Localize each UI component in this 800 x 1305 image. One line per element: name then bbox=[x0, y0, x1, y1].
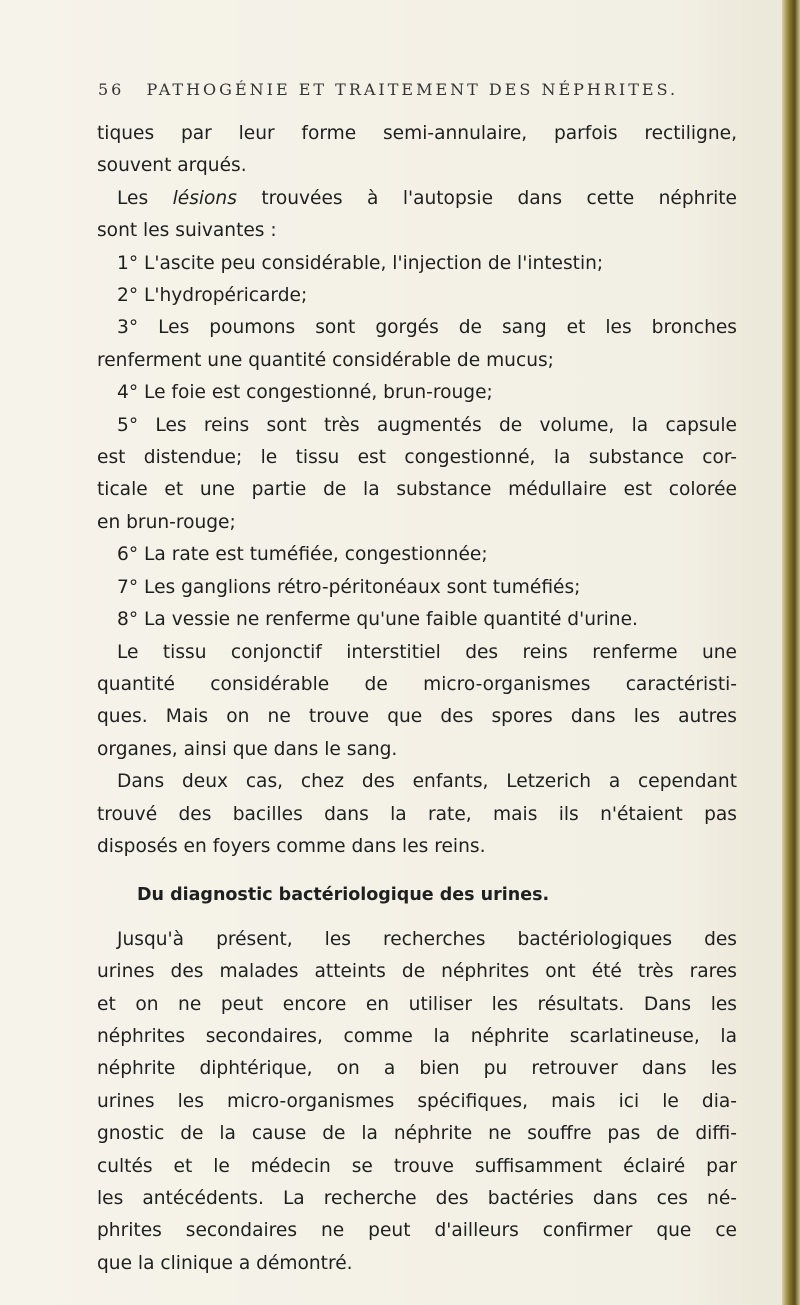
text-line: en brun-rouge; bbox=[97, 511, 236, 533]
text-line: souvent arqués. bbox=[97, 155, 247, 177]
running-title: PATHOGÉNIE ET TRAITEMENT DES NÉPHRITES. bbox=[146, 80, 679, 99]
list-item: 4° Le foie est congestionné, brun-rouge; bbox=[117, 382, 493, 404]
text-line: néphrites secondaires, comme la néphrite scarlatineuse, la bbox=[97, 1025, 737, 1047]
text-line: est distendue; le tissu est congestionné, la substance cor- bbox=[97, 447, 737, 469]
text-line: les antécédents. La recherche des bactéries dans ces né- bbox=[97, 1188, 737, 1209]
list-item: 1° L'ascite peu considérable, l'injection de l'intestin; bbox=[117, 252, 604, 274]
list-item: 8° La vessie ne renferme qu'une faible quantité d'urine. bbox=[117, 609, 638, 631]
text-line: organes, ainsi que dans le sang. bbox=[97, 738, 398, 760]
list-item: 2° L'hydropéricarde; bbox=[117, 285, 308, 307]
text-line: et on ne peut encore en utiliser les résultats. Dans les bbox=[97, 993, 737, 1015]
list-item: 3° Les poumons sont gorgés de sang et les bronches bbox=[117, 317, 737, 339]
text-line: ques. Mais on ne trouve que des spores dans les autres bbox=[97, 706, 737, 728]
text-line: quantité considérable de micro-organismes caractéristi- bbox=[97, 673, 737, 695]
text-line: trouvé des bacilles dans la rate, mais ils n'étaient pas bbox=[97, 803, 737, 825]
list-item: 5° Les reins sont très augmentés de volume, la capsule bbox=[117, 414, 737, 436]
text-line: Dans deux cas, chez des enfants, Letzerich a cependant bbox=[117, 771, 737, 793]
page-binding-edge bbox=[782, 0, 800, 1305]
text-line: disposés en foyers comme dans les reins. bbox=[97, 835, 486, 857]
list-item: 7° Les ganglions rétro-péritonéaux sont tuméfiés; bbox=[117, 576, 581, 598]
text-line: que la clinique a démontré. bbox=[97, 1252, 353, 1274]
section-heading: Du diagnostic bactériologique des urines. bbox=[137, 885, 550, 906]
lesions-intro-after: trouvées à l'autopsie dans cette néphrite bbox=[236, 187, 737, 209]
text-line: cultés et le médecin se trouve suffisamment éclairé par bbox=[97, 1155, 737, 1177]
text-line: sont les suivantes : bbox=[97, 220, 277, 242]
page-number: 56 bbox=[98, 80, 125, 99]
text-line: ticale et une partie de la substance médullaire est colorée bbox=[97, 479, 737, 501]
running-header bbox=[98, 80, 738, 99]
text-line: Le tissu conjonctif interstitiel des reins renferme une bbox=[117, 641, 737, 663]
text-line: Jusqu'à présent, les recherches bactériologiques des bbox=[117, 928, 737, 950]
lesions-intro-italic: lésions bbox=[172, 187, 237, 209]
text-line: tiques par leur forme semi-annulaire, parfois rectiligne, bbox=[97, 123, 737, 144]
text-line: gnostic de la cause de la néphrite ne souffre pas de diffi- bbox=[97, 1123, 737, 1145]
lesions-intro-before: Les bbox=[117, 187, 173, 209]
text-line: urines des malades atteints de néphrites ont été très rares bbox=[97, 961, 737, 983]
text-line: renferment une quantité considérable de mucus; bbox=[97, 349, 554, 371]
text-line: urines les micro-organismes spécifiques, mais ici le dia- bbox=[97, 1090, 737, 1112]
list-item: 6° La rate est tuméfiée, congestionnée; bbox=[117, 544, 488, 566]
page-body bbox=[97, 118, 737, 1280]
lesions-intro-line bbox=[97, 183, 737, 215]
text-line: néphrite diphtérique, on a bien pu retrouver dans les bbox=[97, 1058, 737, 1080]
text-line: phrites secondaires ne peut d'ailleurs confirmer que ce bbox=[97, 1220, 737, 1242]
